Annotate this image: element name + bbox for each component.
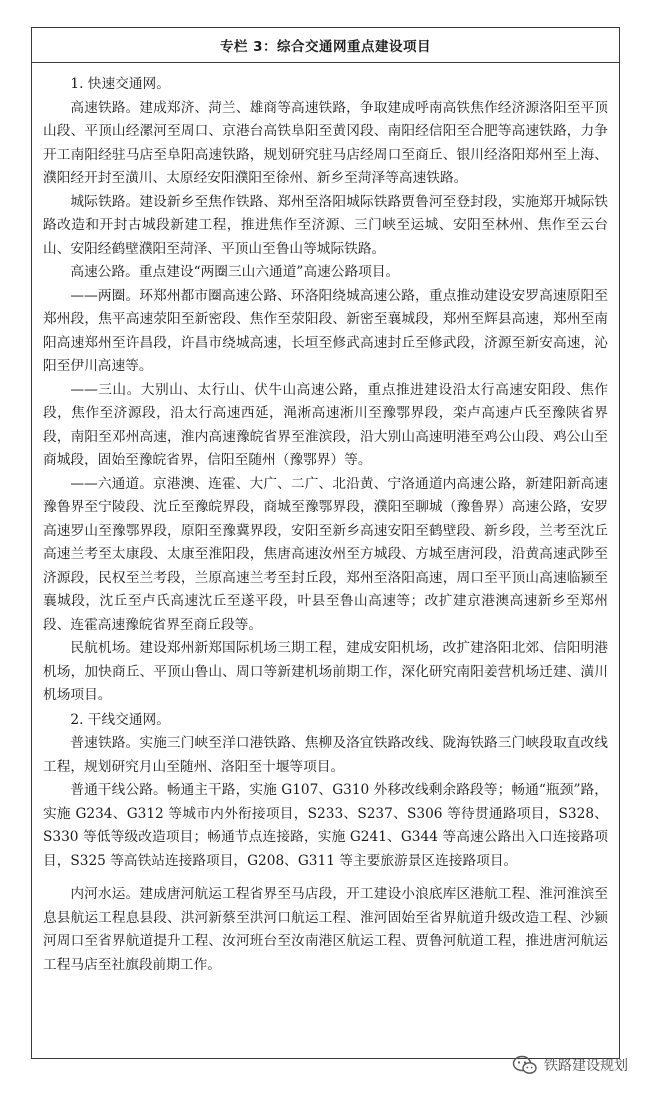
watermark-text: 铁路建设规划 xyxy=(544,1058,628,1074)
paragraph-high-speed-rail: 高速铁路。建成郑济、菏兰、雄商等高速铁路，争取建成呼南高铁焦作经济源洛阳至平顶山段、平顶山经漯河至周口、京港台高铁阜阳至黄冈段、南阳经信阳至合肥等高速铁路，力争开工南阳经驻马店至阜阳高速铁路，规划研究驻马店经周口至商丘、银川经洛阳郑州至上海、濮阳经开封至潢川、太原经安阳濮阳至徐州、新乡至菏泽等高速铁路。 xyxy=(43,99,608,186)
paragraph-two-rings: ——两圈。环郑州都市圈高速公路、环洛阳绕城高速公路，重点推动建设安罗高速原阳至郑州段，焦平高速荥阳至新密段、焦作至荥阳段、新密至襄城段，郑州至辉县高速，郑州至南阳高速郑州至许昌段，许昌市绕城高速，长垣至修武高速封丘至修武段，济源至新安高速，沁阳至伊川高速等。 xyxy=(43,287,608,374)
section-heading-2: 2. 干线交通网。 xyxy=(70,711,170,728)
paragraph-conventional-rail: 普速铁路。实施三门峡至洋口港铁路、焦柳及洛宜铁路改线、陇海铁路三门峡段取直改线工程，规划研究月山至随州、洛阳至十堰等项目。 xyxy=(43,735,608,775)
paragraph-trunk-highway: 普通干线公路。畅通主干路，实施 G107、G310 外移改线剩余路段等；畅通“瓶颈”路，实施 G234、G312 等城市内外衔接项目，S233、S237、S306 等待贯通路项目，S328、S330 等低等级改造项目；畅通节点连接路，实施 G241、G344 等高速公路出入口连接路项目，S325 等高铁站连接路项目，G208、G311 等主要旅游景区连接路项目。 xyxy=(43,782,608,869)
paragraph-three-mountains: ——三山。大别山、太行山、伏牛山高速公路，重点推进建设沿太行高速安阳段、焦作段，焦作至济源段，沿太行高速西延，渑淅高速淅川至豫鄂界段，栾卢高速卢氏至豫陕省界段，南阳至邓州高速，淮内高速豫皖省界至淮滨段，沿大别山高速明港至鸡公山段、鸡公山至商城段，固始至豫皖省界，信阳至随州（豫鄂界）等。 xyxy=(43,381,608,468)
paragraph-six-corridors: ——六通道。京港澳、连霍、大广、二广、北沿黄、宁洛通道内高速公路，新建阳新高速豫鲁界至宁陵段、沈丘至豫皖界段，商城至豫鄂界段，濮阳至聊城（豫鲁界）高速公路，安罗高速罗山至豫鄂界段，原阳至豫冀界段，安阳至新乡高速安阳至鹤壁段、新乡段，兰考至沈丘高速兰考至太康段、太康至淮阳段，焦唐高速汝州至方城段、方城至唐河段，沿黄高速武陟至济源段，民权至兰考段，兰原高速兰考至封丘段，郑州至洛阳高速，周口至平顶山高速临颍至襄城段，沈丘至卢氏高速沈丘至遂平段，叶县至鲁山高速等；改扩建京港澳高速新乡至郑州段、连霍高速豫皖省界至商丘段等。 xyxy=(43,475,608,633)
wechat-icon xyxy=(512,1055,538,1075)
watermark xyxy=(512,1055,628,1075)
paragraph-gap xyxy=(43,873,608,883)
section-heading-1: 1. 快速交通网。 xyxy=(70,76,170,92)
box-content xyxy=(32,63,619,977)
paragraph-inland-waterway: 内河水运。建成唐河航运工程省界至马店段，开工建设小浪底库区港航工程、淮河淮滨至息县航运工程息县段、洪河新蔡至洪河口航运工程、淮河固始至省界航道升级改造工程、沙颍河周口至省界航道提升工程、汝河班台至汝南港区航运工程、贾鲁河航道工程，推进唐河航运工程马店至社旗段前期工作。 xyxy=(43,886,608,973)
paragraph-intercity-rail: 城际铁路。建设新乡至焦作铁路、郑州至洛阳城际铁路贾鲁河至登封段，实施郑开城际铁路改造和开封古城段新建工程，推进焦作至济源、三门峡至运城、安阳至林州、焦作至云台山、安阳经鹤壁濮阳至菏泽、平顶山至鲁山等城际铁路。 xyxy=(43,193,608,257)
paragraph-expressway: 高速公路。重点建设“两圈三山六通道”高速公路项目。 xyxy=(70,264,400,280)
feature-box xyxy=(31,27,620,1059)
box-title: 专栏 3：综合交通网重点建设项目 xyxy=(32,28,619,63)
paragraph-civil-aviation: 民航机场。建设郑州新郑国际机场三期工程，建成安阳机场，改扩建洛阳北郊、信阳明港机场，加快商丘、平顶山鲁山、周口等新建机场前期工作，深化研究南阳姜营机场迁建、潢川机场项目。 xyxy=(43,640,608,703)
